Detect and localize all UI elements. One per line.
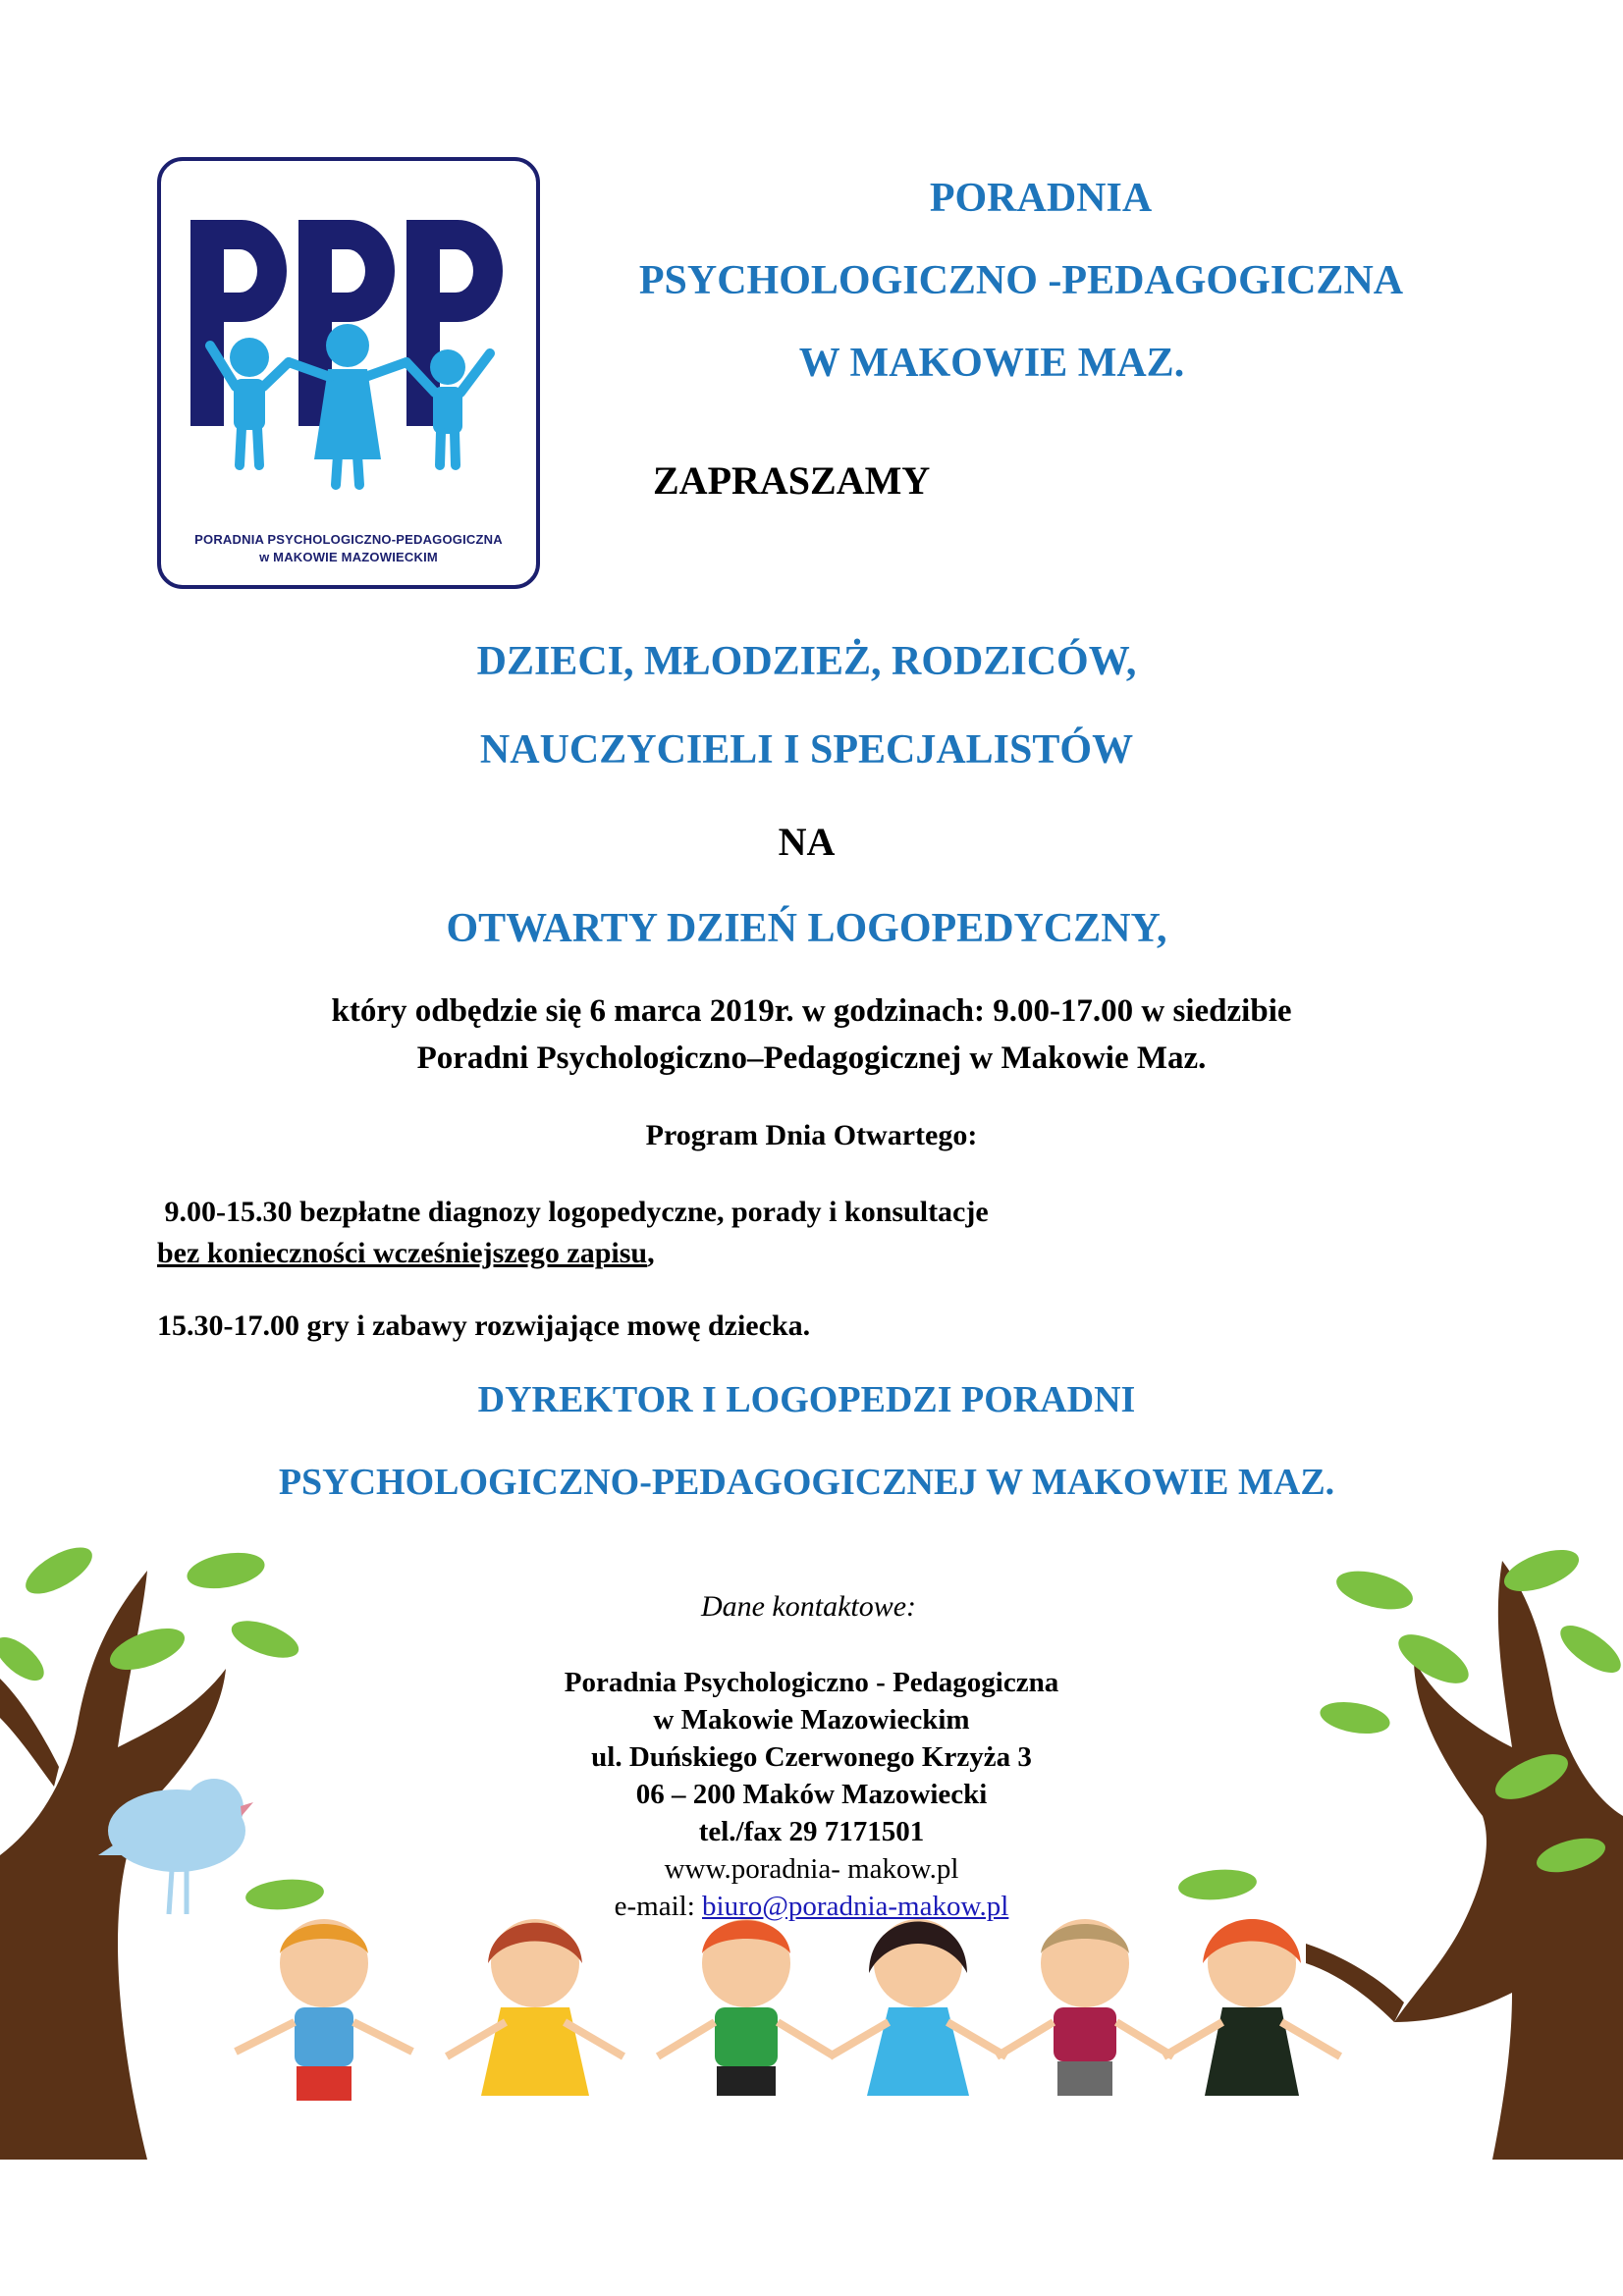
event-title: OTWARTY DZIEŃ LOGOPEDYCZNY, (446, 906, 1167, 951)
contact-name-line2: w Makowie Mazowieckim (653, 1704, 970, 1735)
signature-line2: PSYCHOLOGICZNO-PEDAGOGICZNEJ W MAKOWIE MAZ. (278, 1462, 1335, 1503)
program-item1-line2 (157, 1237, 655, 1270)
email-link[interactable]: biuro@poradnia-makow.pl (702, 1891, 1009, 1922)
child-4 (830, 1919, 1006, 2096)
connector-text: NA (778, 820, 836, 864)
email-label: e-mail: (614, 1891, 703, 1922)
institution-logo (157, 157, 540, 589)
logo-graphic (161, 161, 536, 585)
contact-email-line (0, 1891, 1623, 1923)
audience-line2: NAUCZYCIELI I SPECJALISTÓW (479, 727, 1134, 773)
child-3 (658, 1919, 835, 2096)
contact-city: 06 – 200 Maków Mazowiecki (635, 1779, 988, 1810)
program-item2: 15.30-17.00 gry i zabawy rozwijające mowę dziecka. (157, 1309, 811, 1342)
logo-figures (210, 324, 490, 485)
header-line3: W MAKOWIE MAZ. (798, 341, 1185, 386)
contact-phone: tel./fax 29 7171501 (698, 1816, 925, 1847)
no-registration-note: bez konieczności wcześniejszego zapisu (157, 1237, 648, 1269)
children-row (236, 1919, 1340, 2101)
contact-heading: Dane kontaktowe: (700, 1590, 917, 1623)
child-5 (997, 1919, 1173, 2096)
invite-title: ZAPRASZAMY (653, 458, 931, 503)
details-line1: który odbędzie się 6 marca 2019r. w godzinach: 9.00-17.00 w siedzibie (331, 993, 1292, 1029)
audience-line1: DZIECI, MŁODZIEŻ, RODZICÓW, (476, 639, 1137, 684)
logo-caption-line1: PORADNIA PSYCHOLOGICZNO-PEDAGOGICZNA (194, 532, 503, 547)
program-item1-line1: 9.00-15.30 bezpłatne diagnozy logopedyczne, porady i konsultacje (157, 1196, 989, 1228)
signature-line1: DYREKTOR I LOGOPEDZI PORADNI (477, 1379, 1136, 1420)
details-line2: Poradni Psychologiczno–Pedagogicznej w Makowie Maz. (416, 1041, 1207, 1076)
program-item1-suffix: , (647, 1237, 655, 1269)
child-1 (236, 1919, 412, 2101)
program-heading: Program Dnia Otwartego: (645, 1119, 978, 1151)
logo-caption-line2: w MAKOWIE MAZOWIECKIM (259, 550, 438, 564)
header-line2: PSYCHOLOGICZNO -PEDAGOGICZNA (638, 258, 1404, 303)
child-6 (1163, 1919, 1340, 2096)
leaf (185, 1547, 268, 1593)
child-2 (447, 1919, 623, 2096)
contact-website[interactable]: www.poradnia- makow.pl (664, 1853, 959, 1885)
header-line1: PORADNIA (929, 176, 1153, 221)
contact-name-line1: Poradnia Psychologiczno - Pedagogiczna (564, 1667, 1059, 1698)
contact-street: ul. Duńskiego Czerwonego Krzyża 3 (591, 1741, 1032, 1773)
